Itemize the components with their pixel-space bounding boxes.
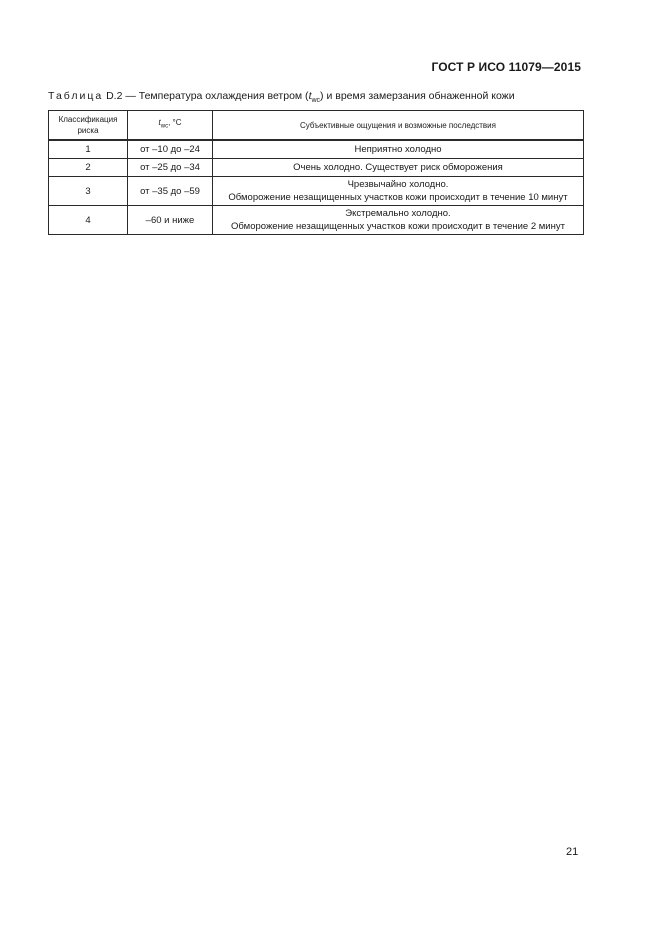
header-risk-class: Классификация риска <box>49 111 128 141</box>
table-header-row <box>49 111 584 141</box>
table-row <box>49 177 584 206</box>
caption-subscript: wc <box>311 97 321 105</box>
effects-line: Обморожение незащищенных участков кожи происходит в течение 10 минут <box>228 192 568 203</box>
caption-symbol: t <box>308 90 312 102</box>
cell-temperature: –60 и ниже <box>128 206 213 235</box>
table-row <box>49 206 584 235</box>
cell-temperature: от –10 до –24 <box>128 140 213 159</box>
effects-line: Обморожение незащищенных участков кожи происходит в течение 2 минут <box>231 221 565 232</box>
header-temp-subscript: wc <box>160 123 169 130</box>
effects-line: Экстремально холодно. <box>345 208 451 219</box>
header-temp-symbol: t <box>158 118 161 128</box>
document-header: ГОСТ Р ИСО 11079—2015 <box>431 60 581 74</box>
header-temp-unit: , °C <box>168 118 182 128</box>
effects-line: Чрезвычайно холодно. <box>347 179 449 190</box>
wind-chill-table <box>48 110 584 235</box>
cell-temperature: от –35 до –59 <box>128 177 213 206</box>
cell-effects <box>213 159 584 177</box>
cell-risk: 2 <box>49 159 128 177</box>
cell-risk: 4 <box>49 206 128 235</box>
header-effects: Субъективные ощущения и возможные последствия <box>213 111 584 141</box>
effects-line: Неприятно холодно <box>354 144 442 155</box>
cell-effects <box>213 177 584 206</box>
table-caption <box>48 90 515 104</box>
cell-risk: 3 <box>49 177 128 206</box>
cell-effects <box>213 206 584 235</box>
cell-effects <box>213 140 584 159</box>
caption-text-after: ) и время замерзания обнаженной кожи <box>320 90 515 102</box>
table-row <box>49 140 584 159</box>
caption-text-before: — Температура охлаждения ветром ( <box>122 90 309 102</box>
table-row <box>49 159 584 177</box>
header-temperature <box>128 111 213 141</box>
cell-risk: 1 <box>49 140 128 159</box>
caption-number: D.2 <box>106 90 123 102</box>
effects-line: Очень холодно. Существует риск обморожения <box>293 162 503 173</box>
page-number: 21 <box>566 846 579 858</box>
cell-temperature: от –25 до –34 <box>128 159 213 177</box>
caption-label: Таблица <box>48 90 104 102</box>
